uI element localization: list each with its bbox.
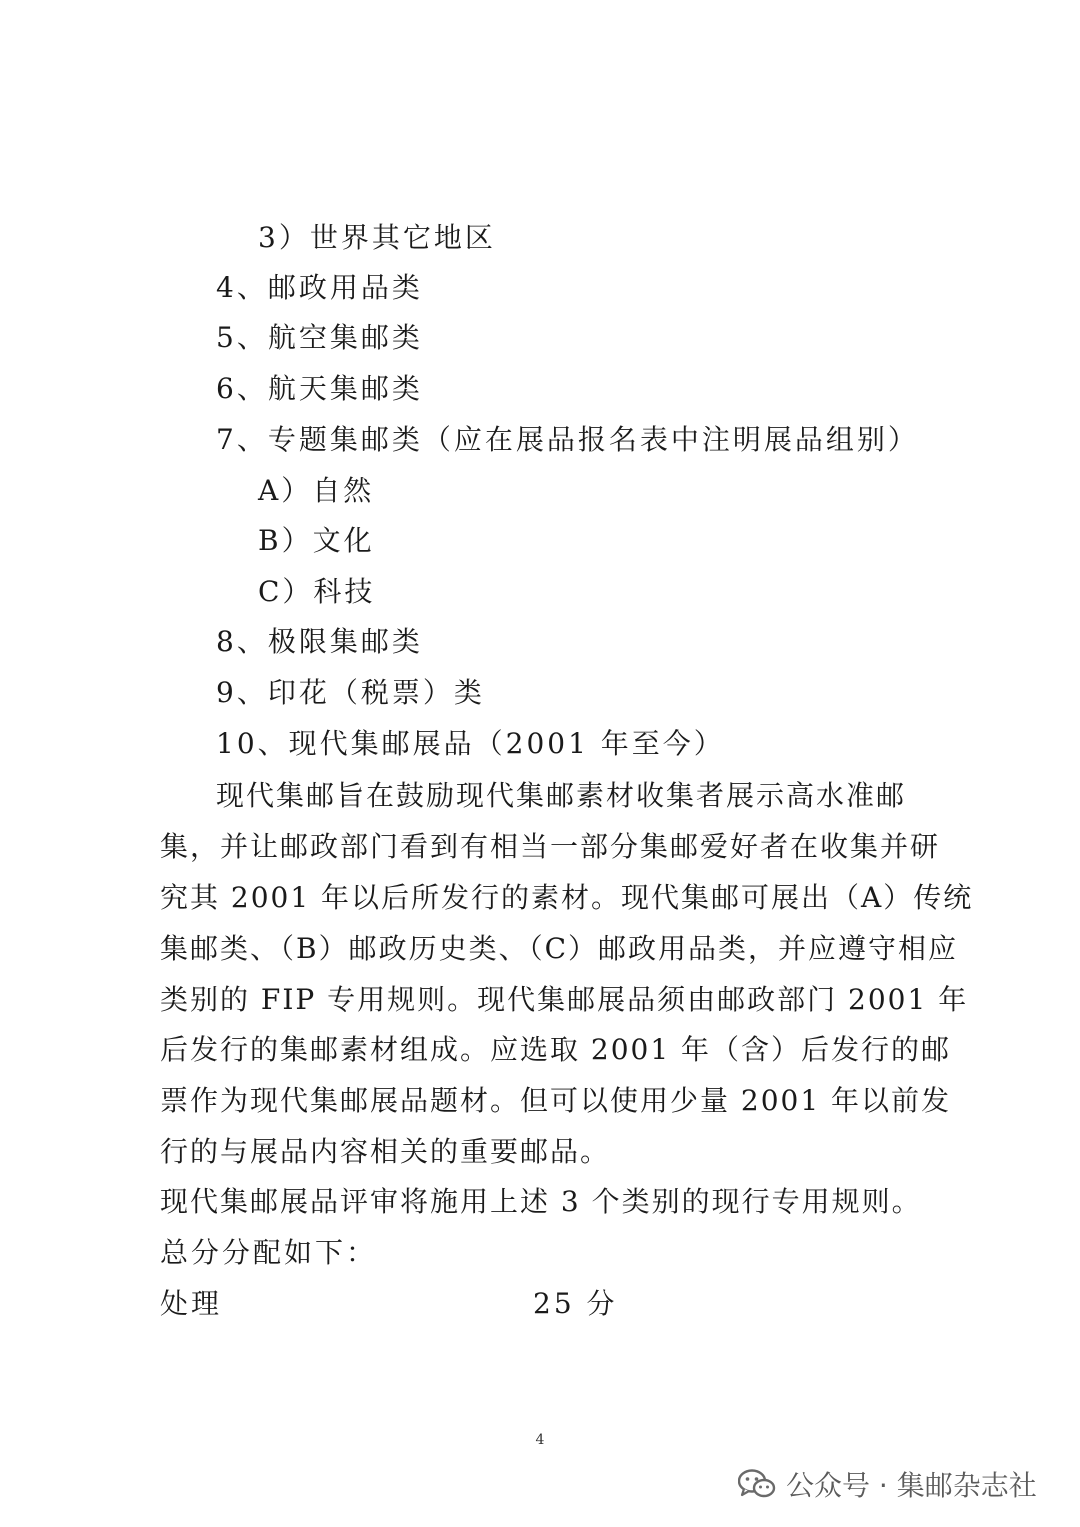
paragraph-line: 后发行的集邮素材组成。应选取 2001 年（含）后发行的邮 [160, 1033, 952, 1066]
list-item-8: 8、极限集邮类 [216, 625, 423, 658]
watermark [738, 1461, 1037, 1507]
list-item-5: 5、航空集邮类 [216, 321, 423, 354]
page-number: 4 [535, 1432, 545, 1448]
paragraph-line: 集，并让邮政部门看到有相当一部分集邮爱好者在收集并研 [160, 830, 941, 863]
list-item-3: 3）世界其它地区 [258, 221, 496, 254]
list-item-4: 4、邮政用品类 [216, 271, 423, 304]
list-item-9: 9、印花（税票）类 [216, 676, 485, 709]
score-intro: 总分分配如下： [160, 1236, 378, 1269]
rule-note: 现代集邮展品评审将施用上述 3 个类别的现行专用规则。 [160, 1185, 922, 1218]
list-item-6: 6、航天集邮类 [216, 372, 423, 405]
list-item-7c: C）科技 [258, 575, 376, 608]
paragraph-line: 究其 2001 年以后所发行的素材。现代集邮可展出（A）传统 [160, 881, 974, 914]
paragraph-line: 票作为现代集邮展品题材。但可以使用少量 2001 年以前发 [160, 1084, 952, 1117]
watermark-text: 公众号 · 集邮杂志社 [786, 1469, 1037, 1502]
paragraph-line: 类别的 FIP 专用规则。现代集邮展品须由邮政部门 2001 年 [160, 983, 969, 1016]
score-label: 处理 [160, 1287, 223, 1320]
wechat-icon [738, 1469, 776, 1499]
paragraph-line: 现代集邮旨在鼓励现代集邮素材收集者展示高水准邮 [216, 779, 907, 812]
score-value: 25 分 [533, 1287, 618, 1320]
paragraph-line: 行的与展品内容相关的重要邮品。 [160, 1135, 611, 1168]
list-item-10: 10、现代集邮展品（2001 年至今） [216, 727, 725, 760]
list-item-7: 7、专题集邮类（应在展品报名表中注明展品组别） [216, 423, 919, 456]
list-item-7a: A）自然 [258, 474, 375, 507]
paragraph-line: 集邮类、（B）邮政历史类、（C）邮政用品类，并应遵守相应 [160, 932, 959, 965]
list-item-7b: B）文化 [258, 524, 375, 557]
